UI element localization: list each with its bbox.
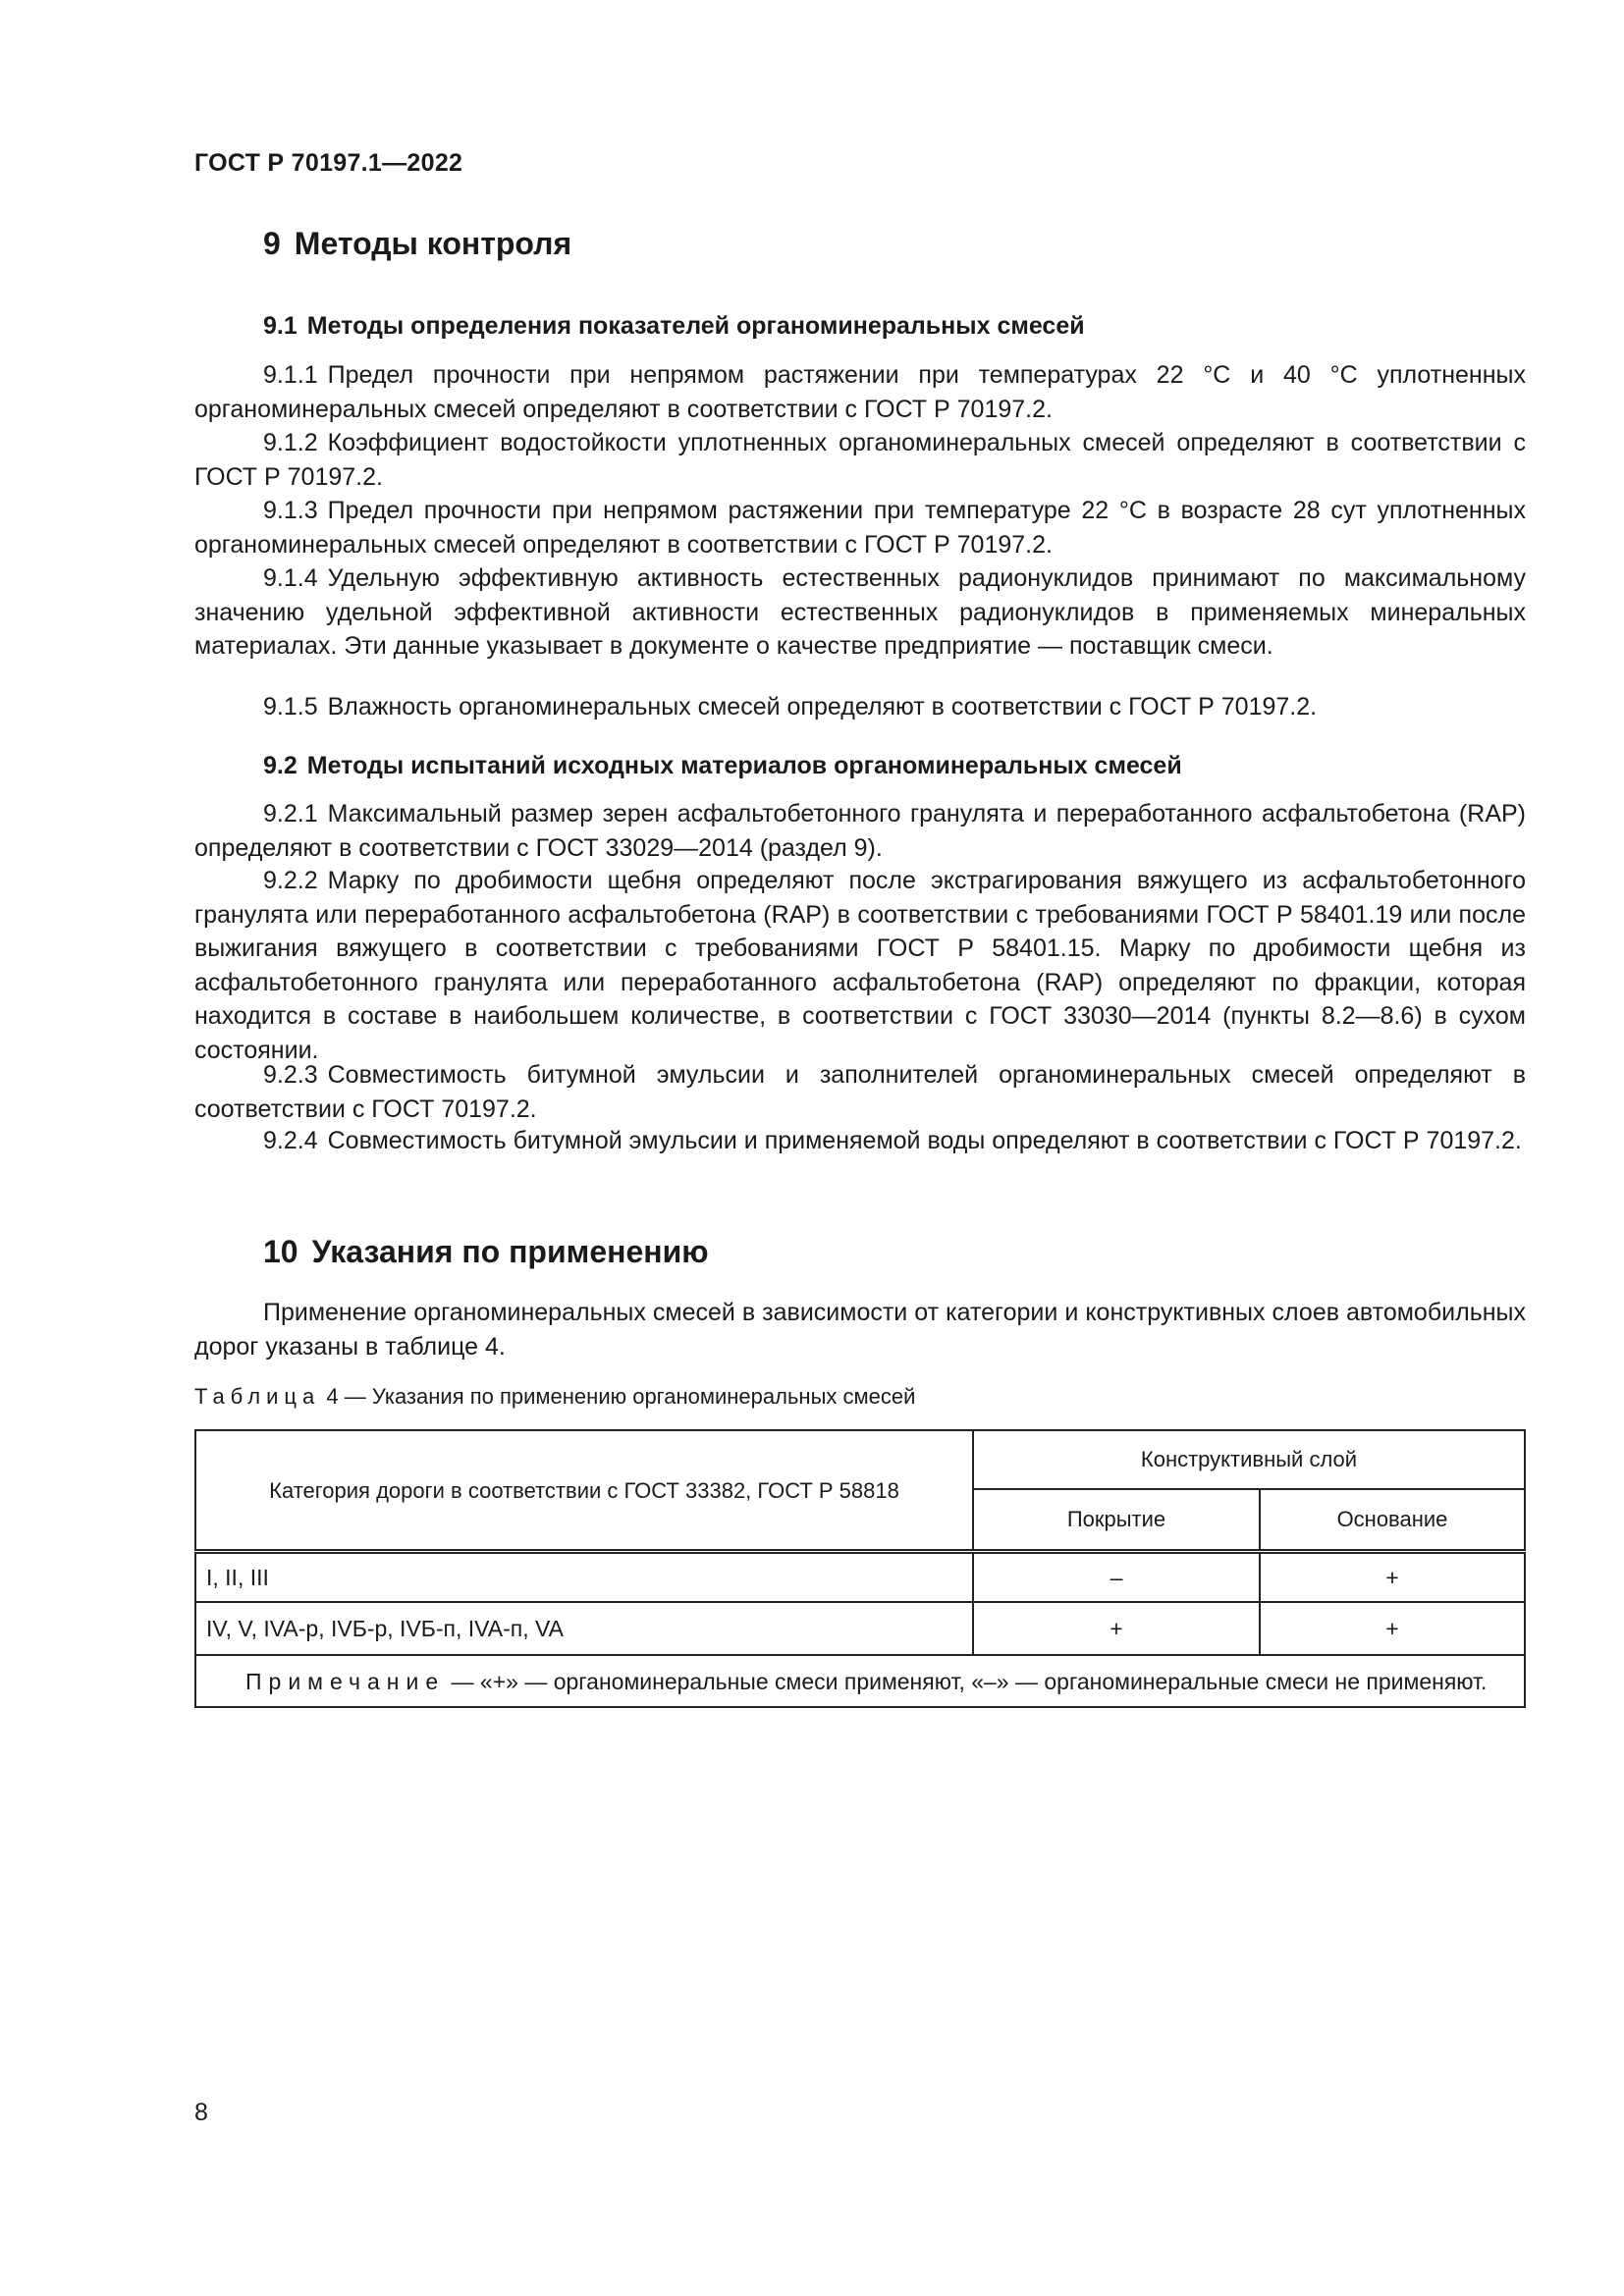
clause-number: 9.2.1 [263, 800, 318, 828]
row-base-value: + [1260, 1602, 1525, 1655]
section-9-heading [263, 226, 571, 262]
section-title: Указания по применению [311, 1234, 709, 1269]
row-base-value: + [1260, 1552, 1525, 1603]
header-cover: Покрытие [973, 1489, 1260, 1552]
clause-text: Коэффициент водостойкости уплотненных органоминеральных смесей определяют в соответствии с ГОСТ Р 70197.2. [194, 429, 1526, 491]
table-caption [194, 1384, 915, 1410]
subsection-title: Методы испытаний исходных материалов органоминеральных смесей [306, 752, 1182, 779]
table-row [195, 1552, 1525, 1603]
clause-number: 9.2.4 [263, 1127, 318, 1154]
section-number: 9 [263, 226, 281, 261]
page-number: 8 [194, 2099, 208, 2126]
table-note-row [195, 1655, 1525, 1707]
subsection-number: 9.1 [263, 312, 298, 340]
section-title: Методы контроля [294, 226, 572, 261]
clause-text: Максимальный размер зерен асфальтобетонного гранулята и переработанного асфальтобетона (RAP) определяют в соответствии с ГОСТ 33029—2014 (раздел 9). [194, 800, 1526, 862]
header-base: Основание [1260, 1489, 1525, 1552]
subsection-number: 9.2 [263, 752, 298, 779]
clause-9-2-1 [194, 797, 1526, 865]
table-row [195, 1602, 1525, 1655]
clause-number: 9.1.5 [263, 693, 318, 721]
subsection-title: Методы определения показателей органоминеральных смесей [306, 312, 1085, 340]
clause-number: 9.1.2 [263, 429, 318, 456]
clause-text: Влажность органоминеральных смесей определяют в соответствии с ГОСТ Р 70197.2. [327, 693, 1318, 721]
clause-text: Предел прочности при непрямом растяжении при температурах 22 °С и 40 °С уплотненных органоминеральных смесей определяют в соответствии с ГОСТ Р 70197.2. [194, 361, 1526, 423]
clause-9-1-2 [194, 426, 1526, 494]
row-category: IV, V, IVA-р, IVБ-р, IVБ-п, IVA-п, VA [195, 1602, 973, 1655]
section-10-heading [263, 1234, 709, 1270]
table-caption-text: 4 — Указания по применению органоминеральных смесей [326, 1384, 916, 1409]
clause-number: 9.1.3 [263, 497, 318, 524]
section-10-intro: Применение органоминеральных смесей в зависимости от категории и конструктивных слоев автомобильных дорог указаны в таблице 4. [194, 1299, 1526, 1361]
clause-9-2-3 [194, 1058, 1526, 1126]
clause-number: 9.1.4 [263, 564, 318, 592]
row-cover-value: – [973, 1552, 1260, 1603]
table-header-row [195, 1430, 1525, 1489]
header-construction-layer: Конструктивный слой [973, 1430, 1525, 1489]
clause-9-2-4 [194, 1124, 1526, 1158]
clause-9-2-2 [194, 864, 1526, 1067]
subsection-9-2-heading [263, 752, 1182, 780]
row-category: I, II, III [195, 1552, 973, 1603]
clause-number: 9.2.2 [263, 867, 318, 894]
clause-text: Совместимость битумной эмульсии и применяемой воды определяют в соответствии с ГОСТ Р 70197.2. [327, 1127, 1522, 1154]
clause-text: Предел прочности при непрямом растяжении при температуре 22 °С в возрасте 28 сут уплотненных органоминеральных смесей определяют в соответствии с ГОСТ Р 70197.2. [194, 497, 1526, 559]
note-text: — «+» — органоминеральные смеси применяют, «–» — органоминеральные смеси не применяют. [451, 1669, 1488, 1694]
clause-text: Совместимость битумной эмульсии и заполнителей органоминеральных смесей определяют в соответствии с ГОСТ 70197.2. [194, 1061, 1526, 1123]
clause-text: Марку по дробимости щебня определяют после экстрагирования вяжущего из асфальтобетонного гранулята или переработанного асфальтобетона (RAP) в соответствии с требованиями ГОСТ Р 58401.19 или после выжигания вяжущего в соответствии с требованиями ГОСТ Р 58401.15. Марку по дробимости щебня из асфальтобетонного гранулята или переработанного асфальтобетона (RAP) определяют по фракции, которая находится в составе в наибольшем количестве, в соответствии с ГОСТ 33030—2014 (пункты 8.2—8.6) в сухом состоянии. [194, 867, 1526, 1064]
subsection-9-1-heading [263, 312, 1085, 341]
row-cover-value: + [973, 1602, 1260, 1655]
table-note [195, 1655, 1525, 1707]
clause-9-1-4 [194, 561, 1526, 664]
table-caption-word: Таблица [194, 1384, 321, 1409]
clause-9-1-3 [194, 494, 1526, 561]
clause-number: 9.2.3 [263, 1061, 318, 1089]
clause-number: 9.1.1 [263, 361, 318, 389]
section-number: 10 [263, 1234, 298, 1269]
clause-9-1-1 [194, 358, 1526, 426]
header-category: Категория дороги в соответствии с ГОСТ 33382, ГОСТ Р 58818 [195, 1430, 973, 1552]
table-4 [194, 1429, 1526, 1708]
document-code: ГОСТ Р 70197.1—2022 [194, 149, 463, 177]
clause-9-1-5 [194, 690, 1526, 724]
note-word: Примечание [245, 1669, 446, 1694]
clause-text: Удельную эффективную активность естественных радионуклидов принимают по максимальному значению удельной эффективной активности естественных радионуклидов в применяемых минеральных материалах. Эти данные указывает в документе о качестве предприятие — поставщик смеси. [194, 564, 1526, 660]
